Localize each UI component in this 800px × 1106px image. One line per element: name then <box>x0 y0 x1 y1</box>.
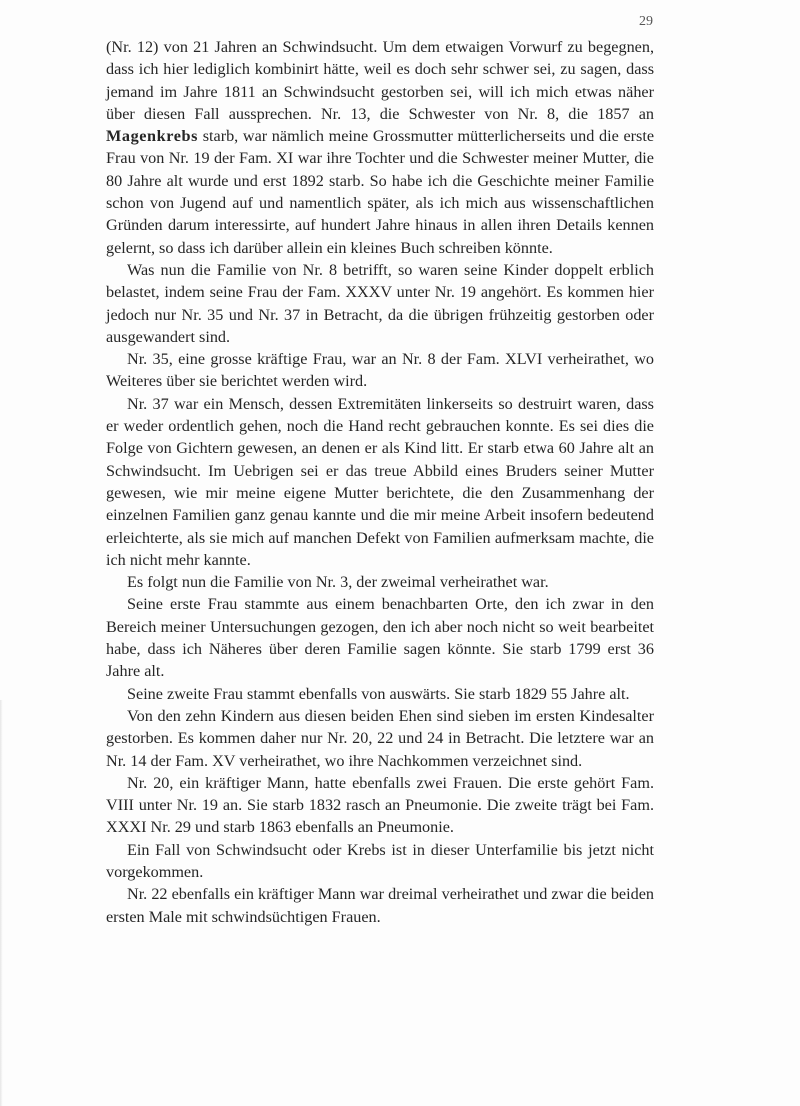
page-edge-shadow <box>0 700 3 1106</box>
paragraph-4: Nr. 37 war ein Mensch, dessen Extremitäten linkerseits so destruirt waren, dass er weder ordentlich gehen, noch die Hand recht gebrauchen konnte. Es sei dies die Folge von Gichtern gewesen, an denen er als Kind litt. Er starb etwa 60 Jahre alt an Schwindsucht. Im Uebrigen sei er das treue Abbild eines Bruders seiner Mutter gewesen, wie mir meine eigene Mutter berichtete, die den Zusammenhang der einzelnen Familien ganz genau kannte und die mir meine Arbeit insofern bedeutend erleichterte, als sie mich auf manchen Defekt von Familien aufmerksam machte, die ich nicht mehr kannte. <box>106 394 654 569</box>
paragraph-11: Nr. 22 ebenfalls ein kräftiger Mann war dreimal verheirathet und zwar die beiden ersten Male mit schwindsüchtigen Frauen. <box>106 885 654 926</box>
paragraph-8: Von den zehn Kindern aus diesen beiden Ehen sind sieben im ersten Kindesalter gestorben. Es kommen daher nur Nr. 20, 22 und 24 in Betracht. Die letztere war an Nr. 14 der Fam. XV verheirathet, wo ihre Nachkommen verzeichnet sind. <box>106 706 654 770</box>
page-number: 29 <box>639 14 653 29</box>
paragraph-1-text-after: starb, war nämlich meine Grossmutter mütterlicherseits und die erste Frau von Nr. 19 der Fam. XI war ihre Tochter und die Schwester meiner Mutter, die 80 Jahre alt wurde und erst 1892 starb. So habe ich die Geschichte meiner Familie schon von Jugend auf und namentlich später, als ich mich aus wissenschaftlichen Gründen darum interessirte, auf hundert Jahre hinaus in allen ihren Details kennen gelernt, so dass ich darüber allein ein kleines Buch schreiben könnte. <box>106 127 654 257</box>
paragraph-1-text: (Nr. 12) von 21 Jahren an Schwindsucht. Um dem etwaigen Vorwurf zu begegnen, dass ich hier lediglich kombinirt hätte, weil es doch sehr schwer sei, zu sagen, dass jemand im Jahre 1811 an Schwindsucht gestorben sei, will ich mich etwas näher über diesen Fall aussprechen. Nr. 13, die Schwester von Nr. 8, die 1857 an <box>106 38 654 123</box>
paragraph-6: Seine erste Frau stammte aus einem benachbarten Orte, den ich zwar in den Bereich meiner Untersuchungen gezogen, den ich aber noch nicht so weit bearbeitet habe, dass ich Näheres über deren Familie sagen könnte. Sie starb 1799 erst 36 Jahre alt. <box>106 595 654 681</box>
paragraph-3: Nr. 35, eine grosse kräftige Frau, war an Nr. 8 der Fam. XLVI verheirathet, wo Weiteres über sie berichtet werden wird. <box>106 350 654 391</box>
emphasized-word: Magenkrebs <box>106 127 199 146</box>
body-text <box>106 36 654 928</box>
paragraph-2: Was nun die Familie von Nr. 8 betrifft, so waren seine Kinder doppelt erblich belastet, indem seine Frau der Fam. XXXV unter Nr. 19 angehört. Es kommen hier jedoch nur Nr. 35 und Nr. 37 in Betracht, da die übrigen frühzeitig gestorben oder ausgewandert sind. <box>106 260 654 346</box>
paragraph-10: Ein Fall von Schwindsucht oder Krebs ist in dieser Unterfamilie bis jetzt nicht vorgekommen. <box>106 840 654 881</box>
paragraph-1 <box>106 36 654 259</box>
paragraph-5: Es folgt nun die Familie von Nr. 3, der zweimal verheirathet war. <box>127 573 549 592</box>
paragraph-9: Nr. 20, ein kräftiger Mann, hatte ebenfalls zwei Frauen. Die erste gehört Fam. VIII unter Nr. 19 an. Sie starb 1832 rasch an Pneumonie. Die zweite trägt bei Fam. XXXI Nr. 29 und starb 1863 ebenfalls an Pneumonie. <box>106 773 654 837</box>
paragraph-7: Seine zweite Frau stammt ebenfalls von auswärts. Sie starb 1829 55 Jahre alt. <box>127 684 630 703</box>
